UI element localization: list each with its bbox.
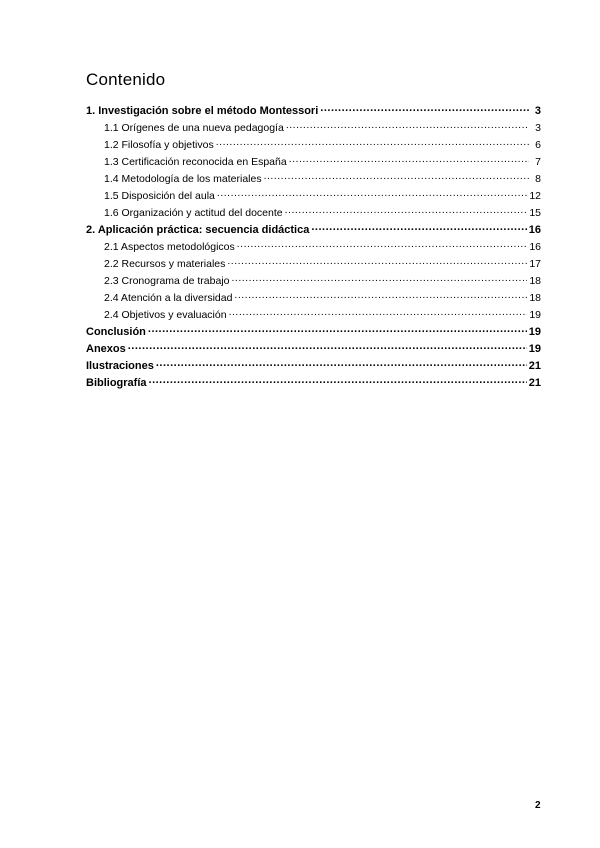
toc-leader-dots (217, 189, 527, 199)
toc-entry-page: 18 (529, 275, 541, 287)
toc-entry-page: 6 (535, 139, 541, 151)
toc-entry[interactable] (86, 324, 541, 341)
toc-entry-page: 12 (529, 190, 541, 202)
toc-leader-dots (311, 223, 526, 233)
toc-entry-page: 16 (529, 241, 541, 253)
toc-entry[interactable] (86, 239, 541, 256)
toc-entry-title: 2. Aplicación práctica: secuencia didáctica (86, 224, 310, 236)
toc-entry[interactable] (86, 171, 541, 188)
toc-leader-dots (229, 308, 528, 318)
toc-entry[interactable] (86, 154, 541, 171)
toc-leader-dots (237, 240, 528, 250)
toc-leader-dots (156, 359, 527, 369)
toc-leader-dots (234, 291, 527, 301)
toc-leader-dots (227, 257, 527, 267)
toc-entry-title: 1.3 Certificación reconocida en España (104, 156, 287, 168)
toc-entry[interactable] (86, 103, 541, 120)
toc-leader-dots (264, 172, 529, 182)
toc-entry-title: 1.1 Orígenes de una nueva pedagogía (104, 122, 284, 134)
toc-entry-title: Ilustraciones (86, 360, 154, 372)
toc-leader-dots (149, 376, 527, 386)
toc-entry-title: Bibliografía (86, 377, 147, 389)
table-of-contents (86, 103, 541, 392)
toc-leader-dots (216, 138, 529, 148)
toc-entry-title: 1.2 Filosofía y objetivos (104, 139, 214, 151)
page-number: 2 (535, 800, 541, 811)
toc-leader-dots (320, 104, 529, 114)
toc-leader-dots (232, 274, 528, 284)
toc-entry-title: 1.5 Disposición del aula (104, 190, 215, 202)
toc-entry-page: 19 (528, 343, 541, 355)
toc-entry[interactable] (86, 290, 541, 307)
toc-entry-title: 2.2 Recursos y materiales (104, 258, 226, 270)
toc-entry-page: 8 (535, 173, 541, 185)
toc-entry-title: 1.4 Metodología de los materiales (104, 173, 262, 185)
toc-entry-title: 1. Investigación sobre el método Montessori (86, 105, 319, 117)
toc-entry-title: Anexos (86, 343, 126, 355)
toc-leader-dots (128, 342, 527, 352)
toc-entry-page: 15 (529, 207, 541, 219)
toc-entry-page: 3 (535, 122, 541, 134)
toc-entry-page: 17 (529, 258, 541, 270)
toc-entry[interactable] (86, 273, 541, 290)
toc-heading: Contenido (86, 70, 166, 89)
toc-entry-title: 2.3 Cronograma de trabajo (104, 275, 230, 287)
toc-entry-page: 18 (529, 292, 541, 304)
toc-entry[interactable] (86, 307, 541, 324)
toc-entry-title: 2.4 Atención a la diversidad (104, 292, 233, 304)
toc-entry-page: 19 (529, 309, 541, 321)
toc-entry-page: 21 (528, 360, 541, 372)
toc-entry[interactable] (86, 137, 541, 154)
toc-entry[interactable] (86, 375, 541, 392)
toc-entry-page: 21 (528, 377, 541, 389)
toc-entry[interactable] (86, 256, 541, 273)
toc-entry-title: 2.4 Objetivos y evaluación (104, 309, 227, 321)
toc-leader-dots (286, 121, 529, 131)
toc-entry-title: Conclusión (86, 326, 146, 338)
toc-entry-title: 2.1 Aspectos metodológicos (104, 241, 235, 253)
toc-leader-dots (289, 155, 529, 165)
toc-entry-page: 16 (528, 224, 541, 236)
toc-entry-page: 19 (528, 326, 541, 338)
toc-entry[interactable] (86, 341, 541, 358)
toc-entry[interactable] (86, 120, 541, 137)
toc-entry-title: 1.6 Organización y actitud del docente (104, 207, 283, 219)
toc-entry-page: 7 (535, 156, 541, 168)
toc-entry-page: 3 (534, 105, 541, 117)
toc-entry[interactable] (86, 188, 541, 205)
toc-entry[interactable] (86, 358, 541, 375)
toc-entry[interactable] (86, 205, 541, 222)
toc-leader-dots (148, 325, 527, 335)
toc-entry[interactable] (86, 222, 541, 239)
toc-leader-dots (285, 206, 528, 216)
